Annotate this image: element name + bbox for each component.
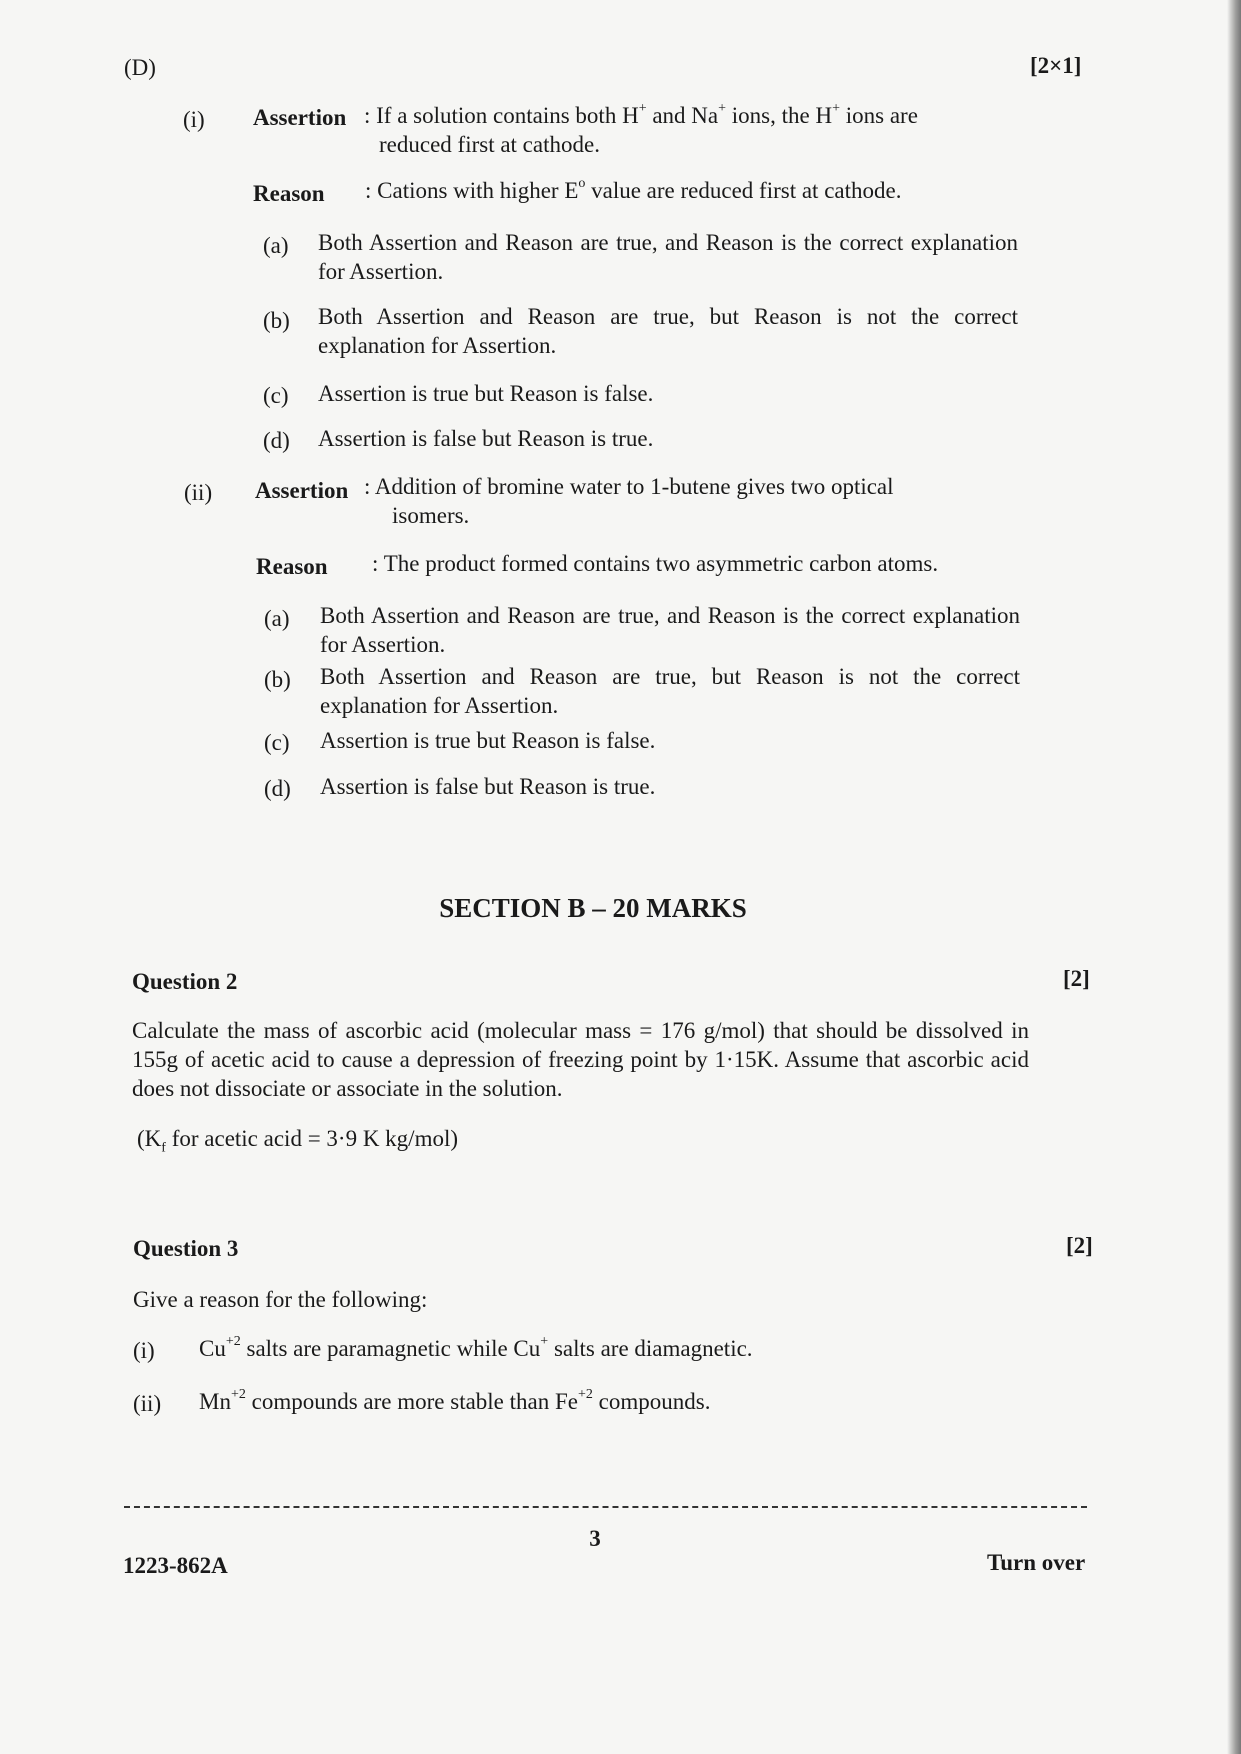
q1-ii-reason-label: Reason [256, 554, 328, 579]
q1-ii-option-a-label: (a) [264, 606, 290, 631]
question-2-marks: [2] [1063, 966, 1090, 991]
q1-i-number: (i) [183, 107, 205, 132]
q1-ii-option-c-label: (c) [264, 730, 290, 755]
question-2-body: Calculate the mass of ascorbic acid (molecular mass = 176 g/mol) that should be dissolved in 155g of acetic acid to cause a depression of freezing point by 1·15K. Assume that ascorbic acid does not dissociate or associate in the solution. [132, 1018, 1029, 1101]
section-b-heading: SECTION B – 20 MARKS [439, 893, 747, 923]
q1-ii-reason-text: : The product formed contains two asymmetric carbon atoms. [372, 551, 939, 576]
q1-ii-option-a-text: Both Assertion and Reason are true, and Reason is the correct explanation for Assertion. [320, 603, 1020, 657]
q1-i-option-b-text: Both Assertion and Reason are true, but Reason is not the correct explanation for Assertion. [318, 304, 1018, 358]
question-3-intro: Give a reason for the following: [133, 1287, 428, 1312]
page-number: 3 [589, 1526, 601, 1551]
q1-i-option-d-text: Assertion is false but Reason is true. [318, 426, 654, 451]
q1-ii-assertion-text: : Addition of bromine water to 1-butene gives two optical isomers. [364, 474, 894, 528]
section-d-label: (D) [124, 55, 156, 80]
page-edge-shadow [1227, 0, 1241, 1754]
question-3-ii-number: (ii) [133, 1391, 162, 1416]
question-2-constant-note: ($K_f$ for acetic acid = 3·9 K kg/mol) [137, 1126, 459, 1156]
q1-ii-option-d-label: (d) [264, 776, 291, 801]
paper-code: 1223-862A [123, 1553, 228, 1578]
q1-ii-assertion-label: Assertion [255, 478, 349, 503]
footer-divider [124, 1506, 1087, 1508]
q1-ii-option-c-text: Assertion is true but Reason is false. [320, 728, 656, 753]
q1-ii-option-b-label: (b) [264, 667, 291, 692]
q1-ii-option-b-text: Both Assertion and Reason are true, but Reason is not the correct explanation for Assertion. [320, 664, 1020, 718]
q1-i-option-d-label: (d) [263, 428, 290, 453]
q1-ii-number: (ii) [184, 480, 213, 505]
q1-i-assertion-text: : If a solution contains both H+ and Na+ ions, the H+ ions are reduced first at cathode. [364, 101, 918, 157]
question-2-title: Question 2 [132, 969, 238, 994]
section-d-marks: [2×1] [1030, 53, 1082, 78]
q1-ii-option-d-text: Assertion is false but Reason is true. [320, 774, 656, 799]
q1-i-option-c-text: Assertion is true but Reason is false. [318, 381, 654, 406]
q1-i-reason-text: : Cations with higher $E^o$ value are reduced first at cathode. [365, 176, 902, 203]
question-3-title: Question 3 [133, 1236, 239, 1261]
question-3-i-text: $Cu^{+2}$ salts are paramagnetic while Cu+ salts are diamagnetic. [199, 1334, 753, 1361]
turn-over-label: Turn over [987, 1550, 1086, 1575]
q1-i-reason-label: Reason [253, 181, 325, 206]
question-3-marks: [2] [1066, 1233, 1093, 1258]
q1-i-option-a-text: Both Assertion and Reason are true, and Reason is the correct explanation for Assertion. [318, 230, 1018, 284]
q1-i-option-c-label: (c) [263, 383, 289, 408]
q1-i-assertion-label: Assertion [253, 105, 347, 130]
question-3-i-number: (i) [133, 1338, 155, 1363]
question-3-ii-text: $Mn^{+2}$ compounds are more stable than $Fe^{+2}$ compounds. [199, 1387, 711, 1414]
q1-i-option-a-label: (a) [263, 233, 289, 258]
q1-i-option-b-label: (b) [263, 308, 290, 333]
